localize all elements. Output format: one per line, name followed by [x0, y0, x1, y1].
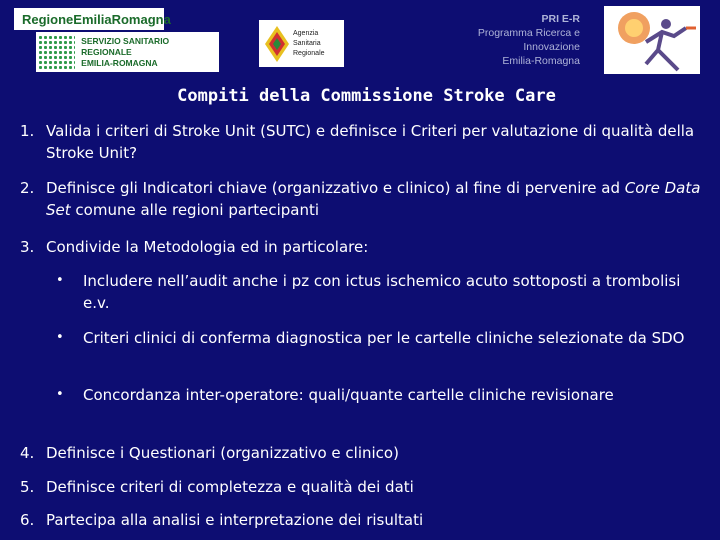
sub-item-text: Concordanza inter-operatore: quali/quante cartelle cliniche revisionare	[83, 386, 614, 404]
item-number: 5.	[20, 478, 35, 496]
list-item	[20, 236, 368, 258]
runner-illustration-icon	[604, 6, 700, 74]
pri-line: Programma Ricerca e	[477, 27, 580, 39]
item-number: 1.	[20, 122, 35, 140]
pri-line: Emilia-Romagna	[502, 55, 580, 67]
item-text: Condivide la Metodologia ed in particolare:	[46, 238, 369, 256]
agenzia-sanitaria-logo	[259, 20, 344, 67]
pri-title: PRI E-R	[541, 13, 580, 25]
item-text: Definisce criteri di completezza e qualità dei dati	[46, 478, 414, 496]
item-number: 3.	[20, 238, 35, 256]
bullet-icon: •	[56, 387, 64, 402]
item-text: Definisce i Questionari (organizzativo e clinico)	[46, 444, 399, 462]
list-item	[20, 442, 399, 464]
item-number: 4.	[20, 444, 35, 462]
sub-list-item	[56, 270, 710, 314]
ssr-logo-text: SERVIZIO SANITARIO REGIONALE EMILIA-ROMAGNA	[81, 35, 170, 68]
item-text: Partecipa alla analisi e interpretazione dei risultati	[46, 511, 424, 529]
list-item	[20, 476, 414, 498]
item-text: Valida i criteri di Stroke Unit (SUTC) e definisce i Criteri per valutazione di qualità della Stroke Unit?	[46, 122, 695, 162]
region-logo-text: RegioneEmiliaRomagna	[22, 11, 171, 27]
item-emphasis: Core Data Set	[46, 179, 701, 219]
pri-er-caption	[478, 12, 580, 68]
pri-line: Innovazione	[523, 41, 580, 53]
sub-list-item	[56, 384, 710, 406]
item-number: 2.	[20, 179, 35, 197]
dotted-map-icon	[38, 35, 75, 69]
sub-list-item	[56, 327, 710, 349]
sub-item-text: Criteri clinici di conferma diagnostica per le cartelle cliniche selezionate da SDO	[83, 329, 685, 347]
list-item	[20, 509, 423, 531]
servizio-sanitario-logo	[36, 32, 219, 72]
asr-logo-text: Agenzia Sanitaria Regionale	[293, 29, 325, 57]
asr-emblem-icon	[263, 24, 291, 64]
list-item	[20, 177, 716, 221]
item-text-part: Definisce gli Indicatori chiave (organizzativo e clinico) al fine di pervenire ad	[46, 179, 625, 197]
bullet-icon: •	[56, 330, 64, 345]
item-text	[46, 177, 716, 221]
item-number: 6.	[20, 511, 35, 529]
sub-item-text: Includere nell’audit anche i pz con ictus ischemico acuto sottoposti a trombolisi e.v.	[83, 272, 681, 312]
regione-emilia-romagna-logo	[14, 8, 171, 30]
list-item	[20, 120, 716, 164]
slide-title: Compiti della Commissione Stroke Care	[177, 86, 556, 106]
bullet-icon: •	[56, 273, 64, 288]
item-text-part: comune alle regioni partecipanti	[70, 201, 320, 219]
